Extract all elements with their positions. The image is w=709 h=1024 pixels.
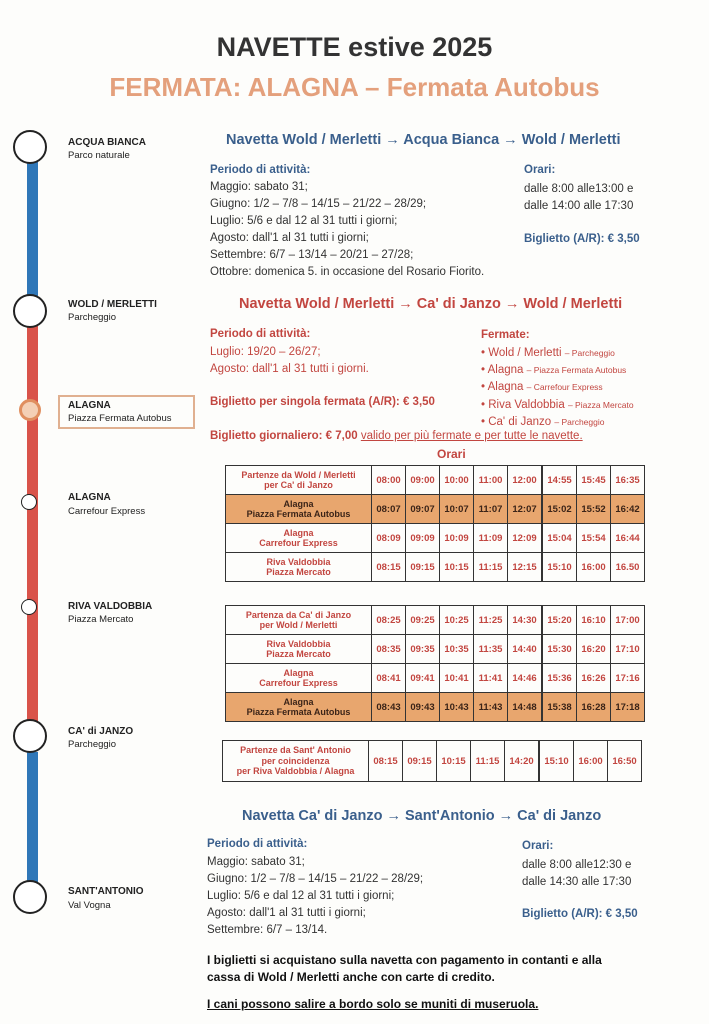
time-cell: 14:30 (508, 606, 543, 635)
time-cell: 15:45 (577, 466, 611, 495)
time-cell: 15:20 (542, 606, 577, 635)
row-label: Alagna Carrefour Express (226, 664, 372, 693)
time-cell: 15:30 (542, 635, 577, 664)
section1-ticket: Biglietto (A/R): € 3,50 (524, 233, 640, 245)
time-cell: 16:26 (577, 664, 611, 693)
time-cell: 14:46 (508, 664, 543, 693)
timetable-a (225, 465, 645, 582)
stop-marker-wold-merletti (13, 294, 47, 328)
time-cell: 11:15 (474, 553, 508, 582)
time-cell: 12:09 (508, 524, 543, 553)
time-cell: 08:15 (369, 741, 403, 782)
time-cell: 08:25 (372, 606, 406, 635)
time-cell: 15:10 (542, 553, 577, 582)
time-cell: 11:25 (474, 606, 508, 635)
time-cell: 15:04 (542, 524, 577, 553)
table-row (226, 466, 645, 495)
time-cell: 16:50 (608, 741, 642, 782)
time-cell: 10:41 (440, 664, 474, 693)
route-segment-blue (27, 160, 38, 300)
page-title: NAVETTE estive 2025 (216, 32, 493, 62)
section3-period-label: Periodo di attività: (207, 838, 308, 850)
row-label: Riva Valdobbia Piazza Mercato (226, 553, 372, 582)
time-cell: 10:35 (440, 635, 474, 664)
table-row (223, 741, 642, 782)
list-item: • Ca' di Janzo – Parcheggio (481, 415, 605, 428)
time-cell: 08:07 (372, 495, 406, 524)
stop-name: RIVA VALDOBBIA (68, 601, 153, 612)
time-cell: 09:15 (403, 741, 437, 782)
route-segment-blue-lower (27, 752, 38, 884)
time-cell: 11:09 (474, 524, 508, 553)
time-cell: 12:00 (508, 466, 543, 495)
table-row (226, 635, 645, 664)
row-label: Alagna Piazza Fermata Autobus (226, 495, 372, 524)
section3-period: Maggio: sabato 31; Giugno: 1/2 – 7/8 – 14/15 – 21/22 – 28/29; Luglio: 5/6 e dal 12 al 31 tutti i giorni; Agosto: dall'1 al 31 tutti i giorni; Settembre: 6/7 – 13/14. (207, 856, 424, 936)
list-item: • Riva Valdobbia – Piazza Mercato (481, 398, 634, 411)
time-cell: 10:25 (440, 606, 474, 635)
stop-sub: Val Vogna (68, 900, 111, 911)
section1-title: Navetta Wold / Merletti → Acqua Bianca → Wold / Merletti (226, 132, 621, 148)
time-cell: 16:00 (577, 553, 611, 582)
time-cell: 08:43 (372, 693, 406, 722)
time-cell: 16.50 (611, 553, 645, 582)
time-cell: 11:35 (474, 635, 508, 664)
table-row (226, 495, 645, 524)
stop-name: WOLD / MERLETTI (68, 299, 157, 310)
time-cell: 09:41 (406, 664, 440, 693)
stop-sub: Parcheggio (68, 312, 117, 323)
time-cell: 12:07 (508, 495, 543, 524)
time-cell: 15:36 (542, 664, 577, 693)
section3-hours: dalle 8:00 alle12:30 e dalle 14:30 alle 17:30 (522, 859, 632, 888)
time-cell: 09:15 (406, 553, 440, 582)
section2-stops-label: Fermate: (481, 329, 530, 341)
time-cell: 14:20 (505, 741, 540, 782)
stop-sub: Parcheggio (68, 739, 117, 750)
timetable-label: Orari (437, 447, 466, 461)
stop-name: ACQUA BIANCA (68, 137, 146, 148)
time-cell: 09:00 (406, 466, 440, 495)
section2-ticket-single: Biglietto per singola fermata (A/R): € 3,50 (210, 396, 435, 408)
section1-hours-label: Orari: (524, 164, 556, 176)
footer-note: I biglietti si acquistano sulla navetta con pagamento in contanti e alla cassa di Wold / Merletti anche con carte di credito. (207, 953, 602, 984)
stop-sub: Carrefour Express (68, 506, 146, 517)
time-cell: 09:25 (406, 606, 440, 635)
section2-ticket-daily: Biglietto giornaliero: € 7,00 valido per più fermate e per tutte le navette. (210, 430, 583, 442)
list-item: • Wold / Merletti – Parcheggio (481, 347, 615, 359)
section1-hours: dalle 8:00 alle13:00 e dalle 14:00 alle 17:30 (524, 183, 634, 212)
time-cell: 16:44 (611, 524, 645, 553)
time-cell: 08:15 (372, 553, 406, 582)
time-cell: 12:15 (508, 553, 543, 582)
row-label: Riva Valdobbia Piazza Mercato (226, 635, 372, 664)
time-cell: 17:10 (611, 635, 645, 664)
stop-marker-acqua-bianca (13, 130, 47, 164)
time-cell: 08:41 (372, 664, 406, 693)
section3-ticket: Biglietto (A/R): € 3,50 (522, 908, 638, 920)
time-cell: 16:20 (577, 635, 611, 664)
time-cell: 16:42 (611, 495, 645, 524)
time-cell: 15:54 (577, 524, 611, 553)
time-cell: 08:09 (372, 524, 406, 553)
row-label: Alagna Carrefour Express (226, 524, 372, 553)
section3-hours-label: Orari: (522, 840, 554, 852)
section3-title: Navetta Ca' di Janzo → Sant'Antonio → Ca' di Janzo (242, 808, 602, 824)
stop-marker-ca-di-janzo (13, 719, 47, 753)
time-cell: 17:18 (611, 693, 645, 722)
time-cell: 15:02 (542, 495, 577, 524)
time-cell: 16:00 (574, 741, 608, 782)
time-cell: 11:00 (474, 466, 508, 495)
time-cell: 16:35 (611, 466, 645, 495)
stop-marker-current (19, 399, 41, 421)
stop-marker-riva-valdobbia (21, 599, 37, 615)
time-cell: 09:07 (406, 495, 440, 524)
time-cell: 09:35 (406, 635, 440, 664)
row-label: Partenza da Ca' di Janzo per Wold / Merletti (226, 606, 372, 635)
time-cell: 14:48 (508, 693, 543, 722)
time-cell: 10:15 (440, 553, 474, 582)
stop-name: CA' di JANZO (68, 726, 134, 737)
stop-marker-sant-antonio (13, 880, 47, 914)
time-cell: 15:10 (539, 741, 574, 782)
stop-sub: Parco naturale (68, 150, 130, 161)
time-cell: 11:07 (474, 495, 508, 524)
time-cell: 09:43 (406, 693, 440, 722)
time-cell: 08:00 (372, 466, 406, 495)
stop-name: SANT'ANTONIO (68, 886, 144, 897)
table-row (226, 524, 645, 553)
time-cell: 10:00 (440, 466, 474, 495)
section2-stops-list (481, 345, 634, 431)
time-cell: 08:35 (372, 635, 406, 664)
section2-title: Navetta Wold / Merletti → Ca' di Janzo → Wold / Merletti (239, 296, 623, 312)
stop-name: ALAGNA (68, 492, 111, 503)
timetable-c (222, 740, 642, 782)
time-cell: 15:38 (542, 693, 577, 722)
table-row (226, 606, 645, 635)
time-cell: 17:00 (611, 606, 645, 635)
time-cell: 14:40 (508, 635, 543, 664)
stop-name: ALAGNA (68, 400, 111, 411)
time-cell: 10:15 (437, 741, 471, 782)
row-label: Partenze da Sant' Antonio per coincidenza per Riva Valdobbia / Alagna (223, 741, 369, 782)
time-cell: 11:15 (471, 741, 505, 782)
section1-period-label: Periodo di attività: (210, 164, 311, 176)
table-row (226, 553, 645, 582)
time-cell: 16:28 (577, 693, 611, 722)
section2-period: Luglio: 19/20 – 26/27; Agosto: dall'1 al 31 tutti i giorni. (210, 346, 369, 375)
row-label: Partenze da Wold / Merletti per Ca' di Janzo (226, 466, 372, 495)
time-cell: 11:41 (474, 664, 508, 693)
table-row (226, 693, 645, 722)
section1-period: Maggio: sabato 31; Giugno: 1/2 – 7/8 – 14/15 – 21/22 – 28/29; Luglio: 5/6 e dal 12 al 31 tutti i giorni; Agosto: dall'1 al 31 tutti i giorni; Settembre: 6/7 – 13/14 – 20/21 – 27/28; Ottobre: domenica 5. in occasione del Rosario Fiorito. (210, 181, 485, 278)
time-cell: 16:10 (577, 606, 611, 635)
list-item: • Alagna – Carrefour Express (481, 381, 603, 394)
list-item: • Alagna – Piazza Fermata Autobus (481, 364, 627, 377)
timetable-b (225, 605, 645, 722)
time-cell: 10:09 (440, 524, 474, 553)
stop-sub: Piazza Fermata Autobus (68, 413, 172, 424)
route-segment-red (27, 320, 38, 725)
time-cell: 17:16 (611, 664, 645, 693)
row-label: Alagna Piazza Fermata Autobus (226, 693, 372, 722)
stop-marker-alagna-carrefour (21, 494, 37, 510)
time-cell: 10:07 (440, 495, 474, 524)
time-cell: 14:55 (542, 466, 577, 495)
page-subtitle: FERMATA: ALAGNA – Fermata Autobus (109, 72, 600, 102)
time-cell: 15:52 (577, 495, 611, 524)
time-cell: 10:43 (440, 693, 474, 722)
footer-dogs-note: I cani possono salire a bordo solo se muniti di museruola. (207, 997, 539, 1011)
stop-sub: Piazza Mercato (68, 614, 134, 625)
time-cell: 11:43 (474, 693, 508, 722)
time-cell: 09:09 (406, 524, 440, 553)
table-row (226, 664, 645, 693)
section2-period-label: Periodo di attività: (210, 328, 311, 340)
